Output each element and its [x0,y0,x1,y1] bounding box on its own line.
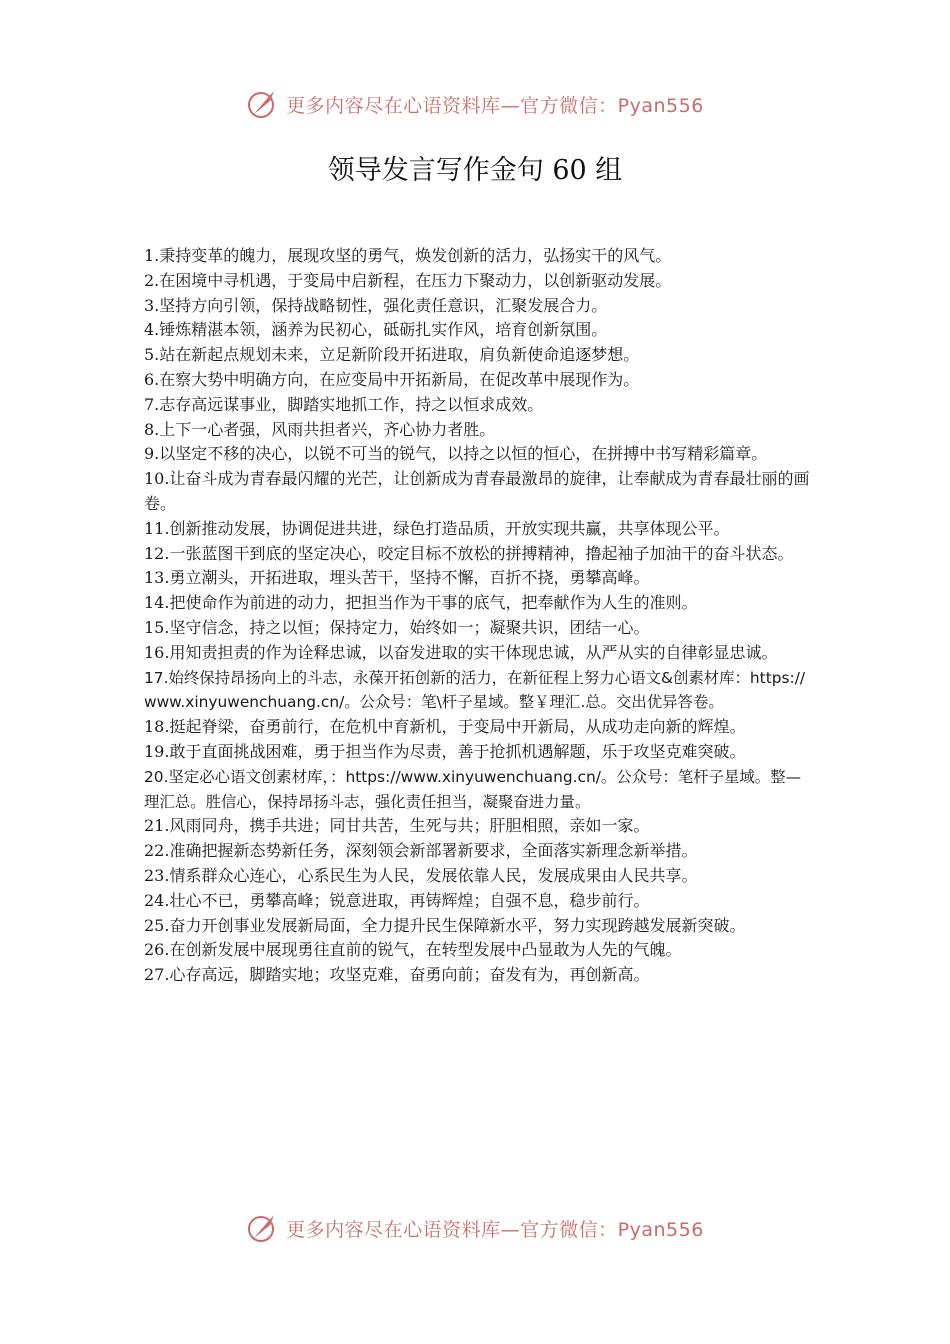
list-item: 1.秉持变革的魄力，展现攻坚的勇气，焕发创新的活力，弘扬实干的风气。 [144,246,672,265]
quill-logo-icon [246,1211,280,1245]
list-item: 19.敢于直面挑战困难，勇于担当作为尽责，善于抢抓机遇解题，乐于攻坚克难突破。 [144,741,746,761]
list-item: 11.创新推动发展，协调促进共进，绿色打造品质，开放实现共赢，共享体现公平。 [144,518,730,538]
quote-list [144,244,812,988]
list-item: 26.在创新发展中展现勇往直前的锐气，在转型发展中凸显敢为人先的气魄。 [144,940,682,960]
list-item: 13.勇立潮头，开拓进取，埋头苦干，坚持不懈，百折不挠，勇攀高峰。 [144,568,650,588]
list-item: 18.挺起脊梁，奋勇前行，在危机中育新机，于变局中开新局，从成功走向新的辉煌。 [144,717,746,737]
list-item: 6.在察大势中明确方向，在应变局中开拓新局，在促改革中展现作为。 [144,369,640,389]
list-item: 7.志存高远谋事业，脚踏实地抓工作，持之以恒求成效。 [144,394,544,414]
list-item: 22.准确把握新态势新任务，深刻领会新部署新要求，全面落实新理念新举措。 [144,841,698,861]
list-item: 15.坚守信念，持之以恒；保持定力，始终如一；凝聚共识，团结一心。 [144,617,650,637]
list-item: 9.以坚定不移的决心，以锐不可当的锐气，以持之以恒的恒心，在拼搏中书写精彩篇章。 [144,444,768,464]
list-item: 10.让奋斗成为青春最闪耀的光芒，让创新成为青春最激昂的旋律，让奉献成为青春最壮丽的画卷。 [144,469,810,513]
list-item: 20.坚定必心语文创素材库，：https://www.xinyuwenchuang.cn/。公众号：笔杆子星域。整—理汇总。胜信心，保持昂扬斗志，强化责任担当，凝聚奋进力量。 [144,767,801,811]
list-item: 12.一张蓝图干到底的坚定决心，咬定目标不放松的拼搏精神，撸起袖子加油干的奋斗状态。 [144,543,794,563]
list-item: 23.情系群众心连心，心系民生为人民，发展依靠人民，发展成果由人民共享。 [144,865,698,885]
footer-watermark [0,1208,950,1248]
list-item: 3.坚持方向引领，保持战略韧性，强化责任意识，汇聚发展合力。 [144,295,608,315]
list-item: 25.奋力开创事业发展新局面，全力提升民生保障新水平，努力实现跨越发展新突破。 [144,915,746,935]
list-item: 8.上下一心者强，风雨共担者兴，齐心协力者胜。 [144,419,496,439]
header-banner-text: 更多内容尽在心语资料库—官方微信：Pyan556 [286,94,704,117]
list-item: 21.风雨同舟，携手共进；同甘共苦，生死与共；肝胆相照，亲如一家。 [144,816,650,836]
list-item: 5.站在新起点规划未来，立足新阶段开拓进取，肩负新使命追逐梦想。 [144,345,640,365]
list-item: 24.壮心不已，勇攀高峰；锐意进取，再铸辉煌；自强不息，稳步前行。 [144,890,650,910]
quill-logo-icon [246,87,280,121]
list-item: 27.心存高远，脚踏实地；攻坚克难，奋勇向前；奋发有为，再创新高。 [144,965,650,985]
page-title: 领导发言写作金句 60 组 [327,155,623,186]
list-item: 16.用知责担责的作为诠释忠诚，以奋发进取的实干体现忠诚，从严从实的自律彰显忠诚。 [144,642,778,662]
list-item: 2.在困境中寻机遇，于变局中启新程，在压力下聚动力，以创新驱动发展。 [144,270,672,290]
header-watermark [0,84,950,124]
list-item: 17.始终保持昂扬向上的斗志，永葆开拓创新的活力，在新征程上努力心语文&创素材库：https://www.xinyuwenchuang.cn/。公众号：笔\杆子星域。整￥理汇.总。交出优异答卷。 [144,668,806,712]
list-item: 4.锤炼精湛本领，涵养为民初心，砥砺扎实作风，培育创新氛围。 [144,320,608,340]
list-item: 14.把使命作为前进的动力，把担当作为干事的底气，把奉献作为人生的准则。 [144,593,698,613]
footer-banner-text: 更多内容尽在心语资料库—官方微信：Pyan556 [286,1218,704,1241]
